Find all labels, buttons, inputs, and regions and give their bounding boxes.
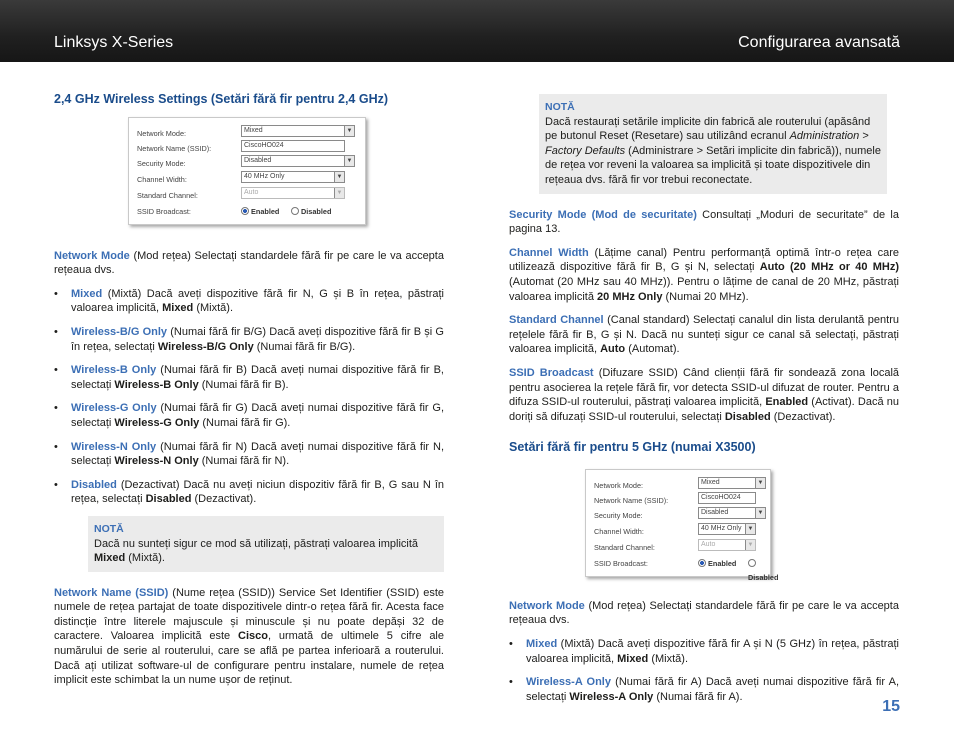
sb-e: (Dezactivat). (770, 410, 836, 423)
sb-a: (Difuzare SSID) Când clienții fără fir sondează zona locală pentru asocierea la rețele fără fir, vor detecta SSID-ul difuzat de router. Pentru a difuza SSID-ul routerului, păstrați valoarea implicită, (509, 366, 900, 409)
sc-c: (Automat). (625, 343, 680, 356)
cw-c: (Automat (20 MHz sau 40 MHz)). Pentru o lățime de canal de 20 MHz, păstrați valoarea implicită (509, 275, 899, 303)
bullet-term: Wireless-N Only (71, 440, 157, 453)
ssid-para (54, 586, 444, 688)
bullet-text-a: (Numai fără fir G) Dacă aveți numai dispozitive fără fir G, selectați (71, 402, 444, 429)
bullet-text-a: (Dezactivat) Dacă nu aveți niciun dispozitiv fără fir B, G sau N în rețea, selectați (71, 478, 444, 506)
page-header (0, 0, 954, 62)
bullet-icon: • (54, 478, 58, 491)
standard-channel-select[interactable] (241, 187, 345, 199)
note-text (94, 537, 438, 566)
cw-b: Auto (20 MHz or 40 MHz) (759, 261, 899, 274)
bullet-text-c: (Dezactivat). (191, 493, 257, 506)
bullet-icon: • (54, 287, 58, 300)
bullet-text-a: (Numai fără fir B/G) Dacă aveți dispozitive fără fir B și G în rețea, selectați (71, 325, 444, 353)
bullet-term: Wireless-G Only (71, 402, 157, 415)
ssid-broadcast-enabled-radio[interactable] (698, 557, 736, 572)
screenshot-label: Standard Channel: (594, 542, 655, 552)
radio-dot-icon (241, 207, 249, 215)
chevron-down-icon: ▼ (344, 156, 354, 166)
bullet-icon: • (509, 676, 513, 689)
sb-b: Enabled (765, 396, 809, 409)
list-item (54, 287, 444, 316)
network-mode-select[interactable] (698, 477, 766, 489)
section-title-5ghz: Setări fără fir pentru 5 GHz (numai X3500) (509, 440, 756, 455)
bullet-text-c: (Mixtă). (648, 652, 689, 665)
bullet-icon: • (54, 402, 58, 415)
screenshot-value: Disabled (244, 156, 272, 164)
ssid-field[interactable] (241, 140, 345, 152)
bullet-text-c: (Numai fără fir A). (653, 690, 743, 703)
bullet-term: Wireless-B/G Only (71, 325, 168, 338)
radio-label: Disabled (301, 206, 332, 216)
screenshot-value: 40 MHz Only (244, 172, 285, 180)
left-column (54, 92, 444, 697)
sb-d: Disabled (724, 410, 771, 423)
standard-channel-select[interactable] (698, 539, 756, 551)
ssid-text-a: (Nume rețea (SSID)) Service Set Identifier (SSID) este numele de rețea partajat de toate dispozitivele dintr-o rețea fără fir. Acesta face distincție între literele majuscule și minuscule și nu poate depăși 32 de caractere. Valoarea implicită este (54, 586, 444, 643)
screenshot-row (129, 124, 365, 139)
screenshot-label: Network Mode: (594, 480, 644, 490)
security-text: Consultați „Moduri de securitate” de la pagina 13. (509, 208, 899, 236)
network-mode-desc: (Mod rețea) Selectați standardele fără fir pe care le va accepta rețeaua dvs. (54, 249, 444, 277)
security-term: Security Mode (Mod de securitate) (509, 208, 697, 221)
radio-dot-icon (698, 559, 706, 567)
chevron-down-icon: ▼ (334, 172, 344, 182)
security-mode-select[interactable] (698, 507, 766, 519)
note-box-reset (539, 94, 887, 194)
chevron-down-icon: ▼ (755, 508, 765, 518)
radio-dot-icon (748, 559, 756, 567)
ssid-broadcast-enabled-radio[interactable] (241, 205, 279, 220)
channel-width-select[interactable] (241, 171, 345, 183)
header-section: Configurarea avansată (738, 34, 900, 51)
bullet-term: Mixed (71, 287, 103, 300)
channel-width-select[interactable] (698, 523, 756, 535)
screenshot-row (129, 186, 365, 201)
screenshot-row (586, 522, 770, 537)
ssid-text-c: , urmată de ultimele 5 cifre ale numărului de serie al routerului, care se află pe partea inferioară a routerului. Dacă ați utilizat software-ul de configurare pentru instalare, numele de rețea implicit este schimbat la un nume ușor de reținut. (54, 630, 444, 687)
list-item (54, 401, 444, 430)
bullet-text-b: Wireless-B/G Only (157, 340, 254, 353)
screenshot-value: Mixed (244, 126, 263, 134)
screenshot-value: Disabled (701, 508, 729, 516)
bullet-text-a: (Mixtă) Dacă aveți dispozitive fără fir A și N (5 GHz) în rețea, păstrați valoarea implicită, (526, 638, 899, 665)
mode-list-5ghz (509, 637, 899, 704)
screenshot-label: Standard Channel: (137, 190, 198, 200)
network-mode-para (54, 249, 444, 278)
bullet-icon: • (54, 440, 58, 453)
header-product: Linksys X-Series (54, 34, 174, 51)
screenshot-label: Channel Width: (137, 174, 187, 184)
note-reset-c: (Administrare > Setări implicite din fabrică)), numele de rețea vor reveni la valoarea sa implicită și toate dispozitivele din rețeaua dvs. fără fir vor trebui reconectate. (545, 144, 881, 186)
bullet-text-b: Mixed (617, 652, 649, 665)
screenshot-value: 40 MHz Only (701, 524, 742, 532)
bullet-text-c: (Numai fără fir G). (199, 416, 291, 429)
settings-screenshot-5ghz (585, 469, 779, 583)
bullet-term: Disabled (71, 478, 117, 491)
sb-c: (Activat). Dacă nu doriți să difuzați SSID-ul routerului, selectați (509, 396, 899, 423)
list-item (509, 675, 899, 704)
chevron-down-icon: ▼ (344, 126, 354, 136)
screenshot-value: Mixed (701, 478, 720, 486)
list-item (54, 440, 444, 469)
bullet-text-a: (Mixtă) Dacă aveți dispozitive fără fir N, G și B în rețea, păstrați valoarea implicită, (71, 287, 444, 315)
note-reset-i1: Administration (789, 130, 860, 143)
cw-e: (Numai 20 MHz). (662, 290, 749, 303)
radio-label: Disabled (748, 573, 779, 583)
chevron-down-icon: ▼ (745, 540, 755, 550)
screenshot-row (129, 139, 365, 154)
network-mode-term: Network Mode (54, 249, 130, 262)
screenshot-row (586, 538, 770, 553)
network-mode-5-para (509, 599, 899, 628)
screenshot-label: SSID Broadcast: (594, 558, 648, 568)
network-mode-5-desc: (Mod rețea) Selectați standardele fără fir pe care le va accepta rețeaua dvs. (509, 599, 899, 627)
bullet-text-b: Wireless-G Only (114, 416, 200, 429)
bullet-text-a: (Numai fără fir B) Dacă aveți numai dispozitive fără fir B, selectați (71, 364, 444, 391)
chevron-down-icon: ▼ (755, 478, 765, 488)
bullet-icon: • (54, 364, 58, 377)
note-text-c: (Mixtă). (125, 552, 165, 565)
screenshot-label: Channel Width: (594, 526, 644, 536)
screenshot-row (129, 154, 365, 169)
ssid-broadcast-term: SSID Broadcast (509, 366, 594, 379)
bullet-text-c: (Numai fără fir B). (198, 378, 289, 391)
note-reset-text (545, 115, 881, 188)
chevron-down-icon: ▼ (745, 524, 755, 534)
section-title-24ghz: 2,4 GHz Wireless Settings (Setări fără fir pentru 2,4 GHz) (54, 92, 389, 106)
screenshot-value: CiscoHO024 (701, 493, 741, 501)
note-title-reset: NOTĂ (545, 101, 575, 113)
bullet-icon: • (509, 638, 513, 651)
bullet-text-c: (Numai fără fir B/G). (253, 340, 356, 353)
screenshot-row (129, 202, 365, 217)
ssid-broadcast-disabled-radio[interactable] (291, 205, 331, 220)
note-box-mode (88, 516, 444, 572)
sc-a: (Canal standard) Selectați canalul din lista derulantă pentru rețelele fără fir B, G și N. Dacă nu sunteți sigur ce canal să selectați, păstrați valoarea implicită, (509, 314, 900, 356)
mode-list-24ghz (54, 287, 444, 507)
list-item (509, 637, 899, 666)
bullet-text-b: Mixed (162, 302, 194, 315)
cw-a: (Lățime canal) Pentru performanță optimă într-o rețea care utilizează dispozitive fără fir B, G și N, selectați (509, 246, 899, 274)
bullet-text-b: Wireless-N Only (114, 455, 199, 468)
list-item (54, 478, 444, 507)
screenshot-row (586, 554, 779, 583)
ssid-field[interactable] (698, 492, 756, 504)
page-number: 15 (882, 698, 900, 715)
bullet-text-c: (Mixtă). (193, 302, 234, 315)
bullet-text-b: Wireless-A Only (569, 690, 654, 703)
screenshot-label: Network Name (SSID): (594, 495, 669, 505)
screenshot-row (586, 506, 770, 521)
security-para (509, 208, 899, 237)
bullet-text-a: (Numai fără fir A) Dacă aveți numai dispozitive fără fir A, selectați (526, 676, 900, 703)
note-text-b: Mixed (94, 552, 126, 565)
list-item (54, 325, 444, 354)
bullet-icon: • (54, 325, 58, 338)
bullet-text-c: (Numai fără fir N). (198, 455, 290, 468)
note-title: NOTĂ (94, 522, 124, 535)
screenshot-row (586, 476, 770, 491)
channel-width-term: Channel Width (509, 246, 589, 259)
network-mode-5-term: Network Mode (509, 599, 585, 612)
screenshot-label: Network Mode: (137, 128, 187, 138)
note-text-a: Dacă nu sunteți sigur ce mod să utilizați, păstrați valoarea implicită (94, 537, 419, 550)
screenshot-value: CiscoHO024 (244, 141, 284, 149)
screenshot-row (129, 170, 365, 185)
screenshot-label: Network Name (SSID): (137, 143, 212, 153)
bullet-term: Wireless-A Only (526, 676, 611, 689)
network-mode-select[interactable] (241, 125, 355, 137)
screenshot-label: Security Mode: (594, 510, 643, 520)
standard-channel-para (509, 313, 899, 357)
ssid-broadcast-para (509, 366, 899, 424)
bullet-text-b: Disabled (145, 493, 192, 506)
screenshot-value: Auto (244, 188, 259, 196)
note-reset-b: > (859, 130, 869, 143)
radio-dot-icon (291, 207, 299, 215)
note-reset-i2: Factory Defaults (545, 144, 626, 157)
list-item (54, 363, 444, 392)
channel-width-para (509, 246, 899, 304)
screenshot-value: Auto (701, 540, 716, 548)
radio-label: Enabled (708, 558, 737, 568)
bullet-text-a: (Numai fără fir N) Dacă aveți numai dispozitive fără fir N, selectați (71, 440, 444, 468)
ssid-broadcast-disabled-radio[interactable] (748, 557, 778, 586)
settings-screenshot-24ghz (128, 117, 366, 225)
cw-d: 20 MHz Only (597, 290, 663, 303)
ssid-term: Network Name (SSID) (54, 586, 169, 599)
screenshot-label: Security Mode: (137, 158, 186, 168)
right-column (509, 92, 899, 713)
sc-b: Auto (600, 343, 626, 356)
standard-channel-term: Standard Channel (509, 314, 604, 327)
bullet-term: Mixed (526, 638, 558, 651)
note-reset-a: Dacă restaurați setările implicite din fabrică ale routerului (apăsând pe butonul Reset (Resetare) sau utilizând ecranul (545, 115, 871, 143)
bullet-text-b: Wireless-B Only (114, 378, 199, 391)
ssid-text-b: Cisco (238, 630, 268, 643)
radio-label: Enabled (251, 206, 280, 216)
screenshot-label: SSID Broadcast: (137, 206, 191, 216)
bullet-term: Wireless-B Only (71, 364, 157, 377)
chevron-down-icon: ▼ (334, 188, 344, 198)
security-mode-select[interactable] (241, 155, 355, 167)
screenshot-row (586, 491, 770, 506)
